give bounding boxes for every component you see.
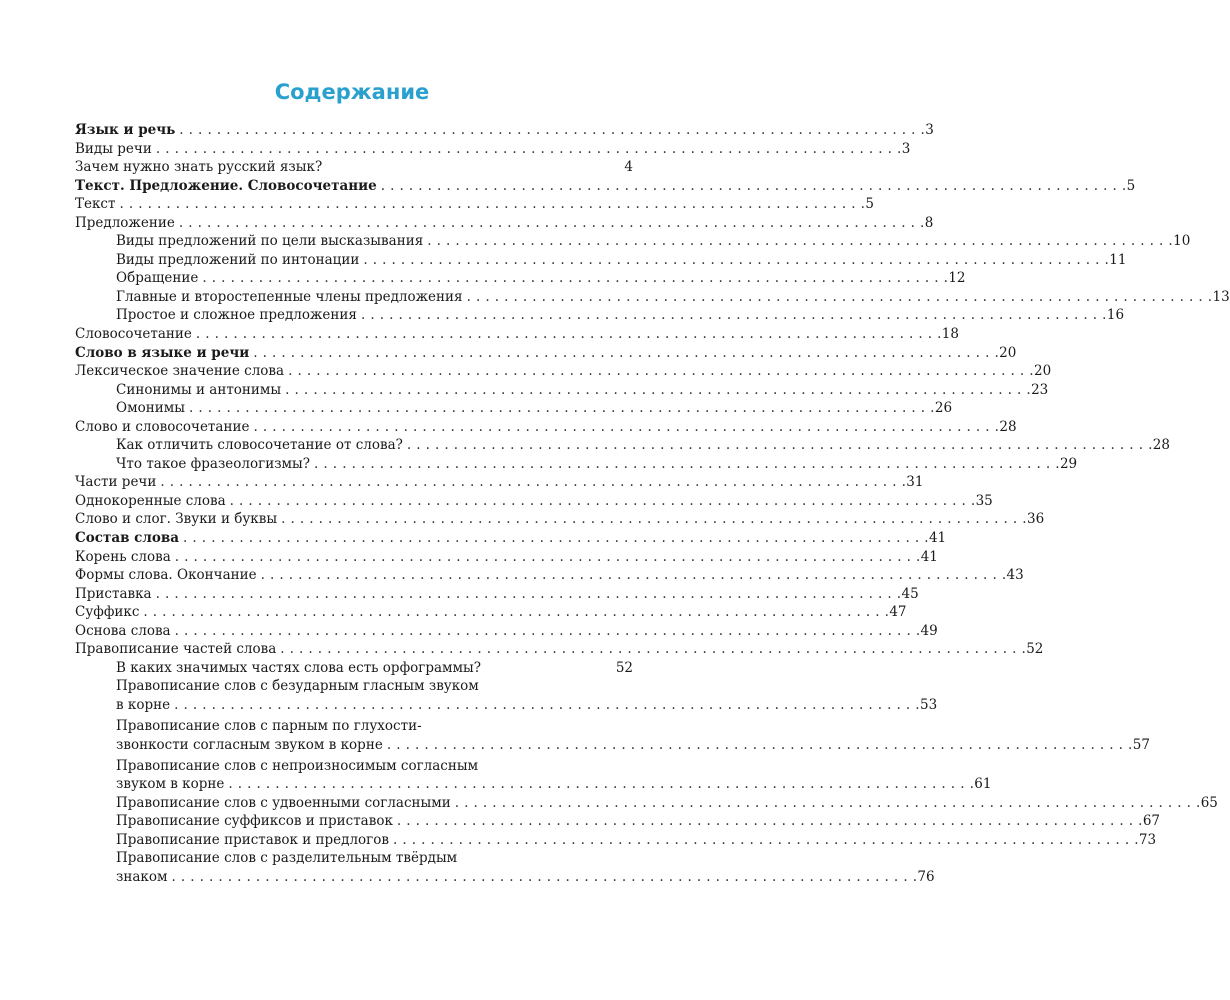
toc-entry-page: 35 xyxy=(975,492,993,509)
toc-leader-dots: . . . . . . . . . . . . . . . . . . . . . . . . . . . . . . . . . . . . . . . . . . . . . . . . . . . . . . . . . . . . . . . . . . . . . . . . . . . . . . . . xyxy=(360,307,1107,324)
toc-entry[interactable] xyxy=(75,362,1052,381)
toc-entry-page: 4 xyxy=(624,159,633,176)
toc-entry[interactable] xyxy=(75,418,1017,437)
toc-entry-label: Словосочетание xyxy=(75,326,192,343)
toc-entry-label: Виды предложений по цели высказывания xyxy=(116,233,424,250)
toc-leader-dots: . . . . . . . . . . . . . . . . . . . . . . . . . . . . . . . . . . . . . . . . . . . . . . . . . . . . . . . . . . . . . . . . . . . . . . . . . . . . . . . . xyxy=(380,177,1127,194)
toc-entry[interactable] xyxy=(75,492,993,511)
toc-entry-label: звонкости согласным звуком в корне xyxy=(116,736,383,753)
toc-entry-page: 49 xyxy=(920,622,938,639)
toc-entry-label: Правописание частей слова xyxy=(75,641,277,658)
toc-entry-label: Виды речи xyxy=(75,140,152,157)
page-title: Содержание xyxy=(274,80,430,104)
toc-entry-label: Приставка xyxy=(75,585,152,602)
toc-entry-page: 11 xyxy=(1109,251,1127,268)
toc-entry-page: 23 xyxy=(1031,381,1049,398)
toc-leader-dots: . . . . . . . . . . . . . . . . . . . . . . . . . . . . . . . . . . . . . . . . . . . . . . . . . . . . . . . . . . . . . . . . . . . . . . . . . . . . . . . . xyxy=(466,288,1213,305)
toc-entry-page: 5 xyxy=(865,196,874,213)
toc-entry-page: 26 xyxy=(934,400,953,417)
toc-leader-dots: . . . . . . . . . . . . . . . . . . . . . . . . . . . . . . . . . . . . . . . . . . . . . . . . . . . . . . . . . . . . . . . . . . . . . . . . . . . . . . . . xyxy=(179,122,926,138)
toc-entry[interactable] xyxy=(75,849,633,868)
toc-leader-dots: . . . . . . . . . . . . . . . . . . . . . . . . . . . . . . . . . . . . . . . . . . . . . . . . . . . . . . . . . . . . . . . . . . . . . . . . . . . . . . . . xyxy=(288,363,1035,380)
toc-entry-label: Правописание слов с разделительным твёрдым xyxy=(116,850,458,867)
toc-entry-page: 53 xyxy=(920,696,938,713)
toc-entry[interactable] xyxy=(75,696,938,717)
toc-entry[interactable] xyxy=(75,325,959,344)
toc-entry-page: 57 xyxy=(1132,736,1150,753)
toc-leader-dots: . . . . . . . . . . . . . . . . . . . . . . . . . . . . . . . . . . . . . . . . . . . . . . . . . . . . . . . . . . . . . . . . . . . . . . . . . . . . . . . . xyxy=(155,585,902,602)
toc-entry[interactable] xyxy=(75,121,934,140)
toc-entry[interactable] xyxy=(75,736,1150,757)
toc-entry[interactable] xyxy=(75,251,1127,270)
toc-entry-label: Корень слова xyxy=(75,548,171,565)
toc-leader-dots: . . . . . . . . . . . . . . . . . . . . . . . . . . . . . . . . . . . . . . . . . . . . . . . . . . . . . . . . . . . . . . . . . . . . . . . . . . . . . . . . xyxy=(392,831,1139,848)
toc-entry-label: Простое и сложное предложения xyxy=(116,307,357,324)
toc-entry-page: 12 xyxy=(948,270,966,287)
toc-leader-dots: . . . . . . . . . . . . . . . . . . . . . . . . . . . . . . . . . . . . . . . . . . . . . . . . . . . . . . . . . . . . . . . . . . . . . . . . . . . . . . . . xyxy=(183,530,929,547)
toc-entry[interactable] xyxy=(75,436,1170,455)
toc-entry-page: 67 xyxy=(1142,813,1161,830)
toc-entry[interactable] xyxy=(75,775,992,794)
toc-entry-label: Слово в языке и речи xyxy=(75,344,250,361)
toc-entry[interactable] xyxy=(75,399,953,418)
toc-leader-dots: . . . . . . . . . . . . . . . . . . . . . . . . . . . . . . . . . . . . . . . . . . . . . . . . . . . . . . . . . . . . . . . . . . . . . . . . . . . . . . . . xyxy=(155,140,902,157)
toc-entry-page: 31 xyxy=(906,474,924,491)
toc-entry-label: Формы слова. Окончание xyxy=(75,567,257,584)
toc-entry-page: 20 xyxy=(1034,363,1052,380)
toc-entry[interactable] xyxy=(75,158,633,177)
toc-entry-page: 52 xyxy=(615,659,633,676)
toc-entry-label: звуком в корне xyxy=(116,776,225,793)
toc-entry-label: Язык и речь xyxy=(75,122,176,138)
toc-entry-label: Суффикс xyxy=(75,604,140,621)
toc-entry[interactable] xyxy=(75,510,1045,529)
toc-leader-dots: . . . . . . . . . . . . . . . . . . . . . . . . . . . . . . . . . . . . . . . . . . . . . . . . . . . . . . . . . . . . . . . . . . . . . . . . . . . . . . . . xyxy=(406,437,1153,454)
toc-entry-label: Зачем нужно знать русский язык? xyxy=(75,159,323,176)
toc-leader-dots: . . . . . . . . . . . . . . . . . . . . . . . . . . . . . . . . . . . . . . . . . . . . . . . . . . . . . . . . . . . . . . . . . . . . . . . . . . . . . . . . xyxy=(202,270,949,287)
toc-entry-label: Однокоренные слова xyxy=(75,492,226,509)
toc-entry[interactable] xyxy=(75,473,924,492)
toc-entry-page: 65 xyxy=(1200,794,1218,811)
toc-entry[interactable] xyxy=(75,566,1024,585)
toc-leader-dots: . . . . . . . . . . . . . . . . . . . . . . . . . . . . . . . . . . . . . . . . . . . . . . . . . . . . . . . . . . . . . . . . . . . . . . . . . . . . . . . . xyxy=(119,196,866,213)
toc-entry[interactable] xyxy=(75,757,633,776)
toc-entry[interactable] xyxy=(75,306,1125,325)
toc-entry-label: Правописание слов с удвоенными согласными xyxy=(116,794,451,811)
toc-entry-label: Обращение xyxy=(116,270,199,287)
toc-entry[interactable] xyxy=(75,831,1157,850)
toc-leader-dots: . . . . . . . . . . . . . . . . . . . . . . . . . . . . . . . . . . . . . . . . . . . . . . . . . . . . . . . . . . . . . . . . . . . . . . . . . . . . . . . . xyxy=(229,492,976,509)
toc-entry[interactable] xyxy=(75,195,874,214)
toc-entry-page: 43 xyxy=(1006,567,1024,584)
toc-leader-dots: . . . . . . . . . . . . . . . . . . . . . . . . . . . . . . . . . . . . . . . . . . . . . . . . . . . . . . . . . . . . . . . . . . . . . . . . . . . . . . . . xyxy=(174,548,921,565)
toc-entry-page: 73 xyxy=(1138,831,1157,848)
toc-entry-label: Омонимы xyxy=(116,400,185,417)
toc-entry[interactable] xyxy=(75,529,947,548)
toc-leader-dots: . . . . . . . . . . . . . . . . . . . . . . . . . . . . . . . . . . . . . . . . . . . . . . . . . . . . . . . . . . . . . . . . . . . . . . . . . . . . . . . . xyxy=(285,381,1032,398)
toc-entry[interactable] xyxy=(75,140,911,159)
toc-entry[interactable] xyxy=(75,794,1218,813)
toc-entry-label: Виды предложений по интонации xyxy=(116,251,360,268)
toc-entry[interactable] xyxy=(75,288,1230,307)
toc-entry-label: Состав слова xyxy=(75,530,180,547)
toc-leader-dots: . . . . . . . . . . . . . . . . . . . . . . . . . . . . . . . . . . . . . . . . . . . . . . . . . . . . . . . . . . . . . . . . . . . . . . . . . . . . . . . . xyxy=(160,474,907,491)
toc-entry[interactable] xyxy=(75,640,1044,659)
toc-leader-dots: . . . . . . . . . . . . . . . . . . . . . . . . . . . . . . . . . . . . . . . . . . . . . . . . . . . . . . . . . . . . . . . . . . . . . . . . . . . . . . . . xyxy=(195,326,942,343)
toc-leader-dots: . . . . . . . . . . . . . . . . . . . . . . . . . . . . . . . . . . . . . . . . . . . . . . . . . . . . . . . . . . . . . . . . . . . . . . . . . . . . . . . . xyxy=(143,604,890,621)
toc-entry[interactable] xyxy=(75,677,633,696)
toc-entry[interactable] xyxy=(75,622,938,641)
toc-entry[interactable] xyxy=(75,214,934,233)
toc-entry-label: Как отличить словосочетание от слова? xyxy=(116,437,403,454)
toc-entry[interactable] xyxy=(75,812,1161,831)
toc-entry-label: Что такое фразеологизмы? xyxy=(116,455,311,472)
toc-entry[interactable] xyxy=(75,177,1136,196)
toc-entry-label: Предложение xyxy=(75,214,175,231)
toc-leader-dots: . . . . . . . . . . . . . . . . . . . . . . . . . . . . . . . . . . . . . . . . . . . . . . . . . . . . . . . . . . . . . . . . . . . . . . . . . . . . . . . . xyxy=(171,868,918,885)
table-of-contents xyxy=(75,121,1230,889)
toc-entry[interactable] xyxy=(75,269,966,288)
toc-entry-page: 29 xyxy=(1059,455,1078,472)
toc-entry-label: Части речи xyxy=(75,474,157,491)
toc-entry[interactable] xyxy=(75,548,938,567)
toc-entry-label: Слово и слог. Звуки и буквы xyxy=(75,511,278,528)
toc-entry-page: 28 xyxy=(1152,437,1170,454)
toc-entry-page: 41 xyxy=(928,530,947,547)
toc-leader-dots: . . . . . . . . . . . . . . . . . . . . . . . . . . . . . . . . . . . . . . . . . . . . . . . . . . . . . . . . . . . . . . . . . . . . . . . . . . . . . . . . xyxy=(280,641,1027,658)
toc-leader-dots: . . . . . . . . . . . . . . . . . . . . . . . . . . . . . . . . . . . . . . . . . . . . . . . . . . . . . . . . . . . . . . . . . . . . . . . . . . . . . . . . xyxy=(253,344,1000,361)
toc-entry-page: 41 xyxy=(920,548,938,565)
toc-entry-page: 61 xyxy=(974,776,992,793)
toc-entry-page: 28 xyxy=(999,418,1017,435)
toc-entry-page: 3 xyxy=(925,122,934,138)
toc-entry-label: Правописание приставок и предлогов xyxy=(116,831,389,848)
toc-entry[interactable] xyxy=(75,659,633,678)
toc-leader-dots: . . . . . . . . . . . . . . . . . . . . . . . . . . . . . . . . . . . . . . . . . . . . . . . . . . . . . . . . . . . . . . . . . . . . . . . . . . . . . . . . xyxy=(363,251,1110,268)
toc-leader-dots: . . . . . . . . . . . . . . . . . . . . . . . . . . . . . . . . . . . . . . . . . . . . . . . . . . . . . . . . . . . . . . . . . . . . . . . . . . . . . . . . xyxy=(386,736,1133,753)
toc-leader-dots: . . . . . . . . . . . . . . . . . . . . . . . . . . . . . . . . . . . . . . . . . . . . . . . . . . . . . . . . . . . . . . . . . . . . . . . . . . . . . . . . xyxy=(178,214,925,231)
toc-entry-label: Главные и второстепенные члены предложения xyxy=(116,288,463,305)
toc-entry[interactable] xyxy=(75,232,1191,251)
toc-entry-page: 36 xyxy=(1027,511,1045,528)
toc-entry-page: 5 xyxy=(1126,177,1136,194)
toc-entry-label: Текст xyxy=(75,196,116,213)
toc-leader-dots: . . . . . . . . . . . . . . . . . . . . . . . . . . . . . . . . . . . . . . . . . . . . . . . . . . . . . . . . . . . . . . . . . . . . . . . . . . . . . . . . xyxy=(314,455,1060,472)
toc-entry-label: Основа слова xyxy=(75,622,171,639)
toc-entry-label: знаком xyxy=(116,868,168,885)
toc-leader-dots: . . . . . . . . . . . . . . . . . . . . . . . . . . . . . . . . . . . . . . . . . . . . . . . . . . . . . . . . . . . . . . . . . . . . . . . . . . . . . . . . xyxy=(396,813,1143,830)
toc-entry-page: 10 xyxy=(1173,233,1191,250)
toc-leader-dots: . . . . . . . . . . . . . . . . . . . . . . . . . . . . . . . . . . . . . . . . . . . . . . . . . . . . . . . . . . . . . . . . . . . . . . . . . . . . . . . . xyxy=(253,418,1000,435)
toc-entry-page: 3 xyxy=(901,140,911,157)
toc-entry[interactable] xyxy=(75,344,1017,363)
toc-entry-page: 52 xyxy=(1026,641,1044,658)
toc-entry-label: Правописание слов с парным по глухости- xyxy=(116,717,422,734)
toc-entry[interactable] xyxy=(75,455,1078,474)
toc-entry[interactable] xyxy=(75,381,1049,400)
toc-entry-label: Правописание слов с безударным гласным звуком xyxy=(116,678,479,695)
toc-entry-page: 76 xyxy=(917,868,935,885)
toc-entry-page: 20 xyxy=(999,344,1017,361)
toc-entry-page: 47 xyxy=(889,604,907,621)
toc-leader-dots: . . . . . . . . . . . . . . . . . . . . . . . . . . . . . . . . . . . . . . . . . . . . . . . . . . . . . . . . . . . . . . . . . . . . . . . . . . . . . . . . xyxy=(228,776,975,793)
toc-entry-label: Текст. Предложение. Словосочетание xyxy=(75,177,377,194)
toc-entry[interactable] xyxy=(75,868,935,889)
toc-entry-label: Правописание суффиксов и приставок xyxy=(116,813,393,830)
toc-leader-dots: . . . . . . . . . . . . . . . . . . . . . . . . . . . . . . . . . . . . . . . . . . . . . . . . . . . . . . . . . . . . . . . . . . . . . . . . . . . . . . . . xyxy=(188,400,935,417)
toc-entry[interactable] xyxy=(75,717,633,736)
toc-leader-dots: . . . . . . . . . . . . . . . . . . . . . . . . . . . . . . . . . . . . . . . . . . . . . . . . . . . . . . . . . . . . . . . . . . . . . . . . . . . . . . . . xyxy=(174,696,921,713)
toc-entry[interactable] xyxy=(75,585,919,604)
toc-entry[interactable] xyxy=(75,603,907,622)
toc-entry-page: 13 xyxy=(1212,288,1230,305)
toc-leader-dots: . . . . . . . . . . . . . . . . . . . . . . . . . . . . . . . . . . . . . . . . . . . . . . . . . . . . . . . . . . . . . . . . . . . . . . . . . . . . . . . . xyxy=(281,511,1028,528)
toc-entry-page: 16 xyxy=(1106,307,1125,324)
toc-entry-label: Синонимы и антонимы xyxy=(116,381,282,398)
toc-leader-dots: . . . . . . . . . . . . . . . . . . . . . . . . . . . . . . . . . . . . . . . . . . . . . . . . . . . . . . . . . . . . . . . . . . . . . . . . . . . . . . . . xyxy=(454,794,1201,811)
toc-entry-page: 18 xyxy=(941,326,959,343)
toc-leader-dots: . . . . . . . . . . . . . . . . . . . . . . . . . . . . . . . . . . . . . . . . . . . . . . . . . . . . . . . . . . . . . . . . . . . . . . . . . . . . . . . . xyxy=(260,567,1007,584)
toc-entry-label: Лексическое значение слова xyxy=(75,363,285,380)
toc-leader-dots: . . . . . . . . . . . . . . . . . . . . . . . . . . . . . . . . . . . . . . . . . . . . . . . . . . . . . . . . . . . . . . . . . . . . . . . . . . . . . . . . xyxy=(427,233,1174,250)
toc-entry-label: в корне xyxy=(116,696,171,713)
toc-entry-label: Правописание слов с непроизносимым согласным xyxy=(116,757,479,774)
toc-entry-page: 8 xyxy=(924,214,934,231)
toc-leader-dots: . . . . . . . . . . . . . . . . . . . . . . . . . . . . . . . . . . . . . . . . . . . . . . . . . . . . . . . . . . . . . . . . . . . . . . . . . . . . . . . . xyxy=(174,622,921,639)
toc-entry-label: Слово и словосочетание xyxy=(75,418,250,435)
toc-entry-page: 45 xyxy=(901,585,919,602)
toc-entry-label: В каких значимых частях слова есть орфограммы? xyxy=(116,659,482,676)
